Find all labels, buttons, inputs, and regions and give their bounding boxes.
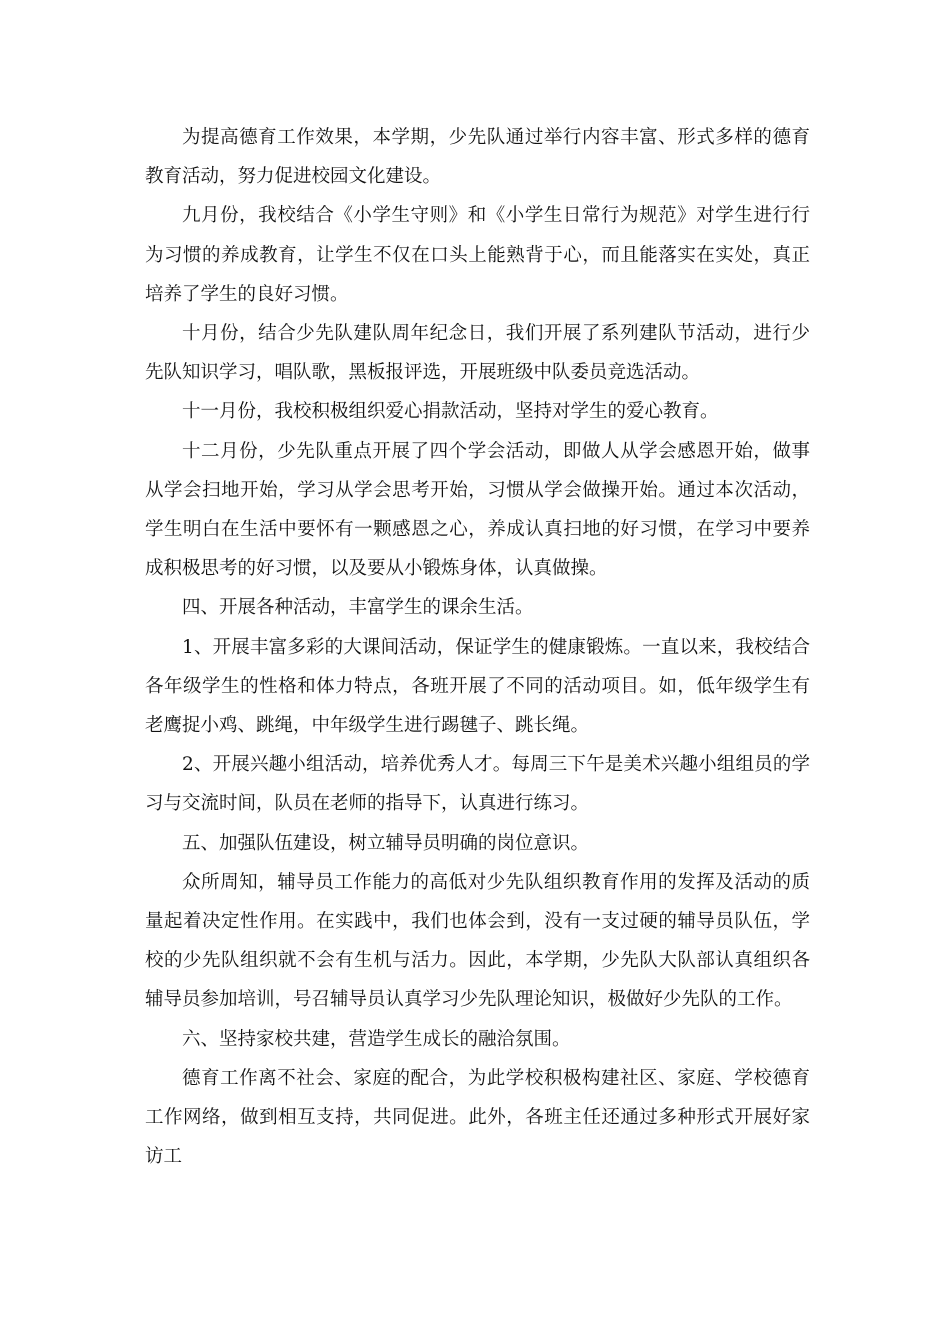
- paragraph-november: 十一月份，我校积极组织爱心捐款活动，坚持对学生的爱心教育。: [182, 401, 719, 423]
- paragraph-activity-2: 2、开展兴趣小组活动，培养优秀人才。每周三下午是美术兴趣小组组员的学习与交流时间，队员在老师的指导下，认真进行练习。: [145, 754, 810, 815]
- document-page: [145, 118, 810, 1176]
- paragraph-activity-1: 1、开展丰富多彩的大课间活动，保证学生的健康锻炼。一直以来，我校结合各年级学生的性格和体力特点，各班开展了不同的活动项目。如，低年级学生有老鹰捉小鸡、跳绳，中年级学生进行踢毽子、跳长绳。: [145, 636, 810, 737]
- paragraph-intro: 为提高德育工作效果，本学期，少先队通过举行内容丰富、形式多样的德育教育活动，努力促进校园文化建设。: [145, 127, 810, 188]
- section-heading-activities: 四、开展各种活动，丰富学生的课余生活。: [182, 597, 534, 619]
- paragraph-december: 十二月份，少先队重点开展了四个学会活动，即做人从学会感恩开始，做事从学会扫地开始，学习从学会思考开始，习惯从学会做操开始。通过本次活动，学生明白在生活中要怀有一颗感恩之心，养成认真扫地的好习惯，在学习中要养成积极思考的好习惯，以及要从小锻炼身体，认真做操。: [145, 440, 810, 580]
- section-heading-family: 六、坚持家校共建，营造学生成长的融洽氛围。: [182, 1028, 571, 1050]
- paragraph-september: 九月份，我校结合《小学生守则》和《小学生日常行为规范》对学生进行行为习惯的养成教育，让学生不仅在口头上能熟背于心，而且能落实在实处，真正培养了学生的良好习惯。: [145, 205, 810, 305]
- section-heading-team: 五、加强队伍建设，树立辅导员明确的岗位意识。: [182, 832, 590, 854]
- paragraph-october: 十月份，结合少先队建队周年纪念日，我们开展了系列建队节活动，进行少先队知识学习，唱队歌，黑板报评选，开展班级中队委员竞选活动。: [145, 323, 810, 384]
- paragraph-family: 德育工作离不社会、家庭的配合，为此学校积极构建社区、家庭、学校德育工作网络，做到相互支持，共同促进。此外，各班主任还通过多种形式开展好家访工: [145, 1067, 810, 1168]
- paragraph-team: 众所周知，辅导员工作能力的高低对少先队组织教育作用的发挥及活动的质量起着决定性作用。在实践中，我们也体会到，没有一支过硬的辅导员队伍，学校的少先队组织就不会有生机与活力。因此，本学期，少先队大队部认真组织各辅导员参加培训，号召辅导员认真学习少先队理论知识，极做好少先队的工作。: [145, 871, 810, 1011]
